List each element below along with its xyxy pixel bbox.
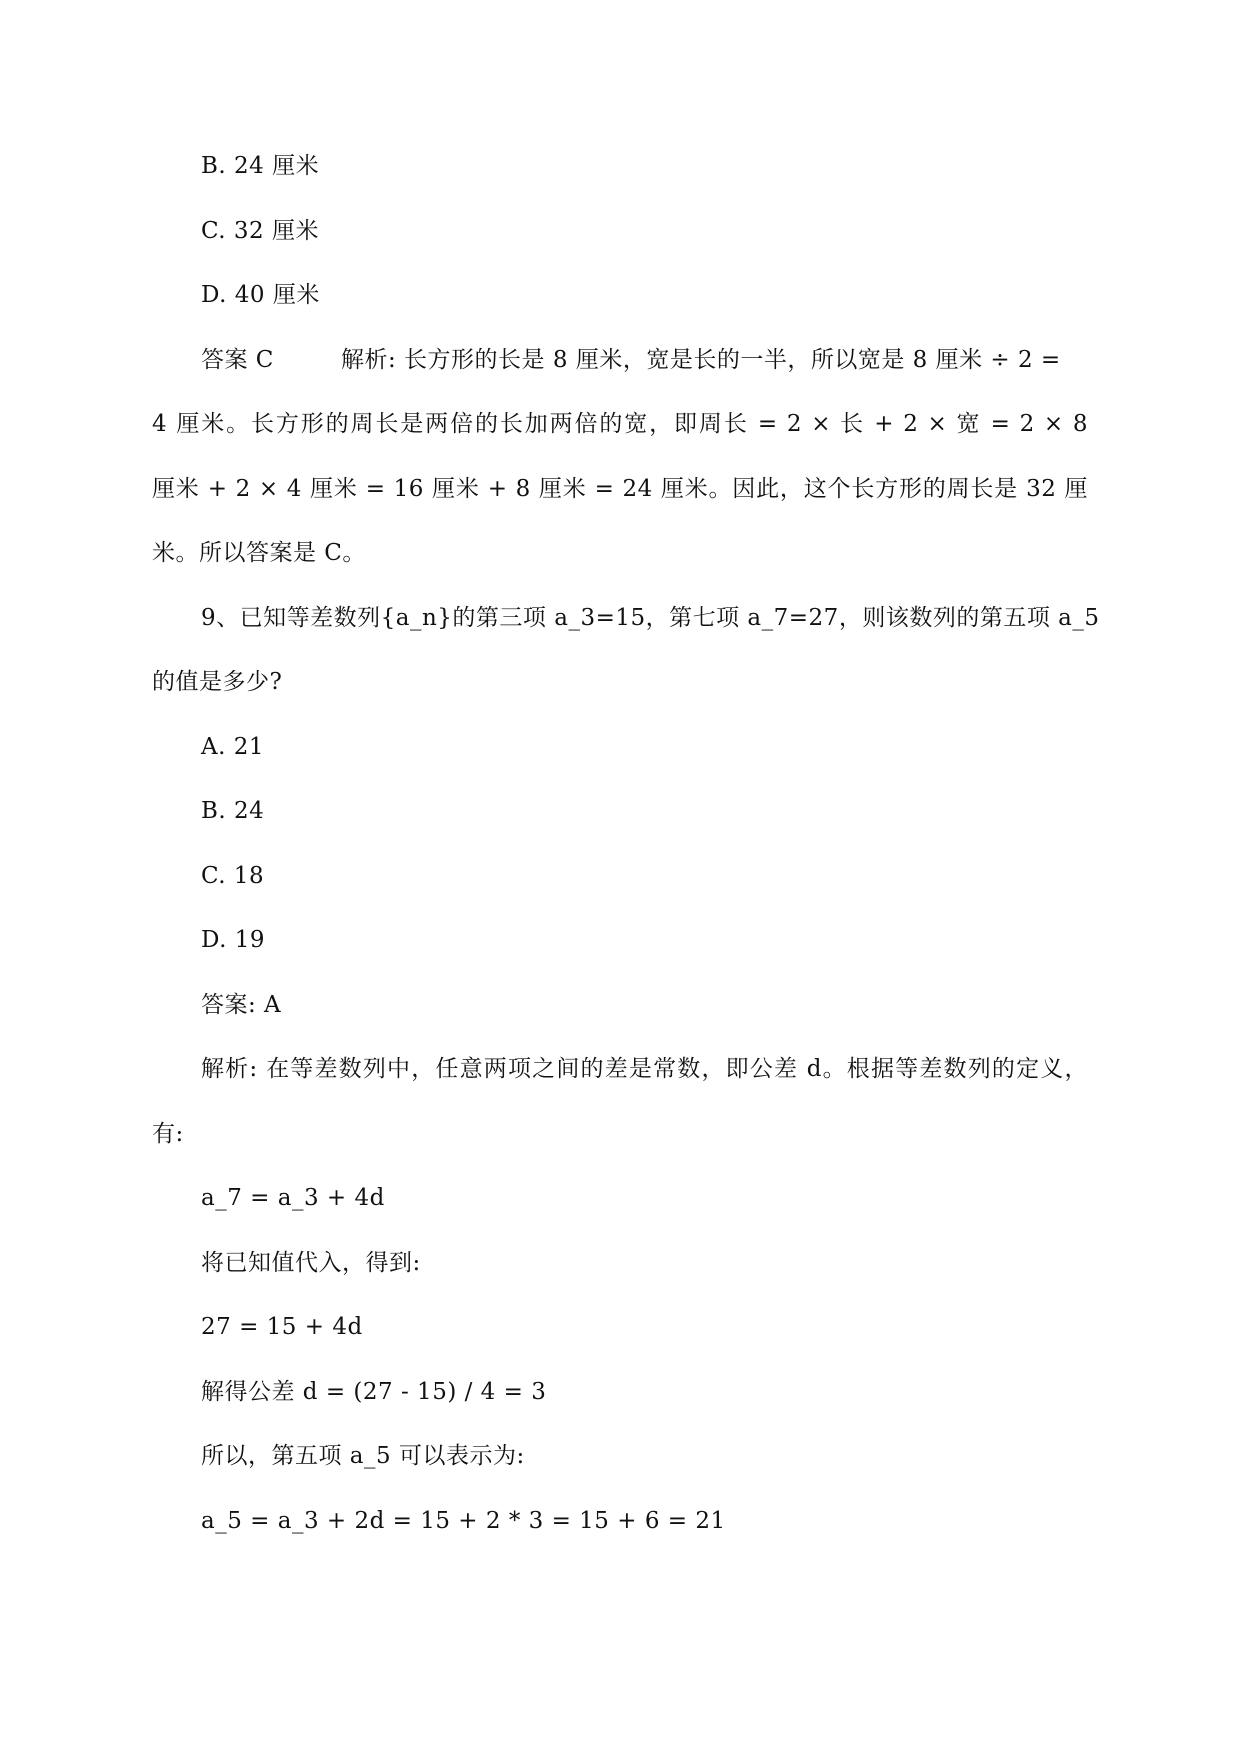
option-b: B. 24 厘米 [201, 153, 320, 179]
q9-step-4: 解得公差 d = (27 - 15) / 4 = 3 [201, 1379, 547, 1405]
q9-option-a: A. 21 [201, 734, 264, 760]
option-d: D. 40 厘米 [201, 282, 320, 308]
q9-step-5: 所以，第五项 a_5 可以表示为: [201, 1443, 525, 1469]
q9-explanation-line-1: 解析: 在等差数列中，任意两项之间的差是常数，即公差 d。根据等差数列的定义， [201, 1056, 1088, 1082]
explanation-line-3: 厘米 + 2 × 4 厘米 = 16 厘米 + 8 厘米 = 24 厘米。因此，这个长方形的周长是 32 厘 [152, 476, 1088, 502]
q9-option-c: C. 18 [201, 863, 265, 889]
explanation-text: 解析: 长方形的长是 8 厘米，宽是长的一半，所以宽是 8 厘米 ÷ 2 = [341, 347, 1061, 373]
answer-label: 答案 C [201, 347, 274, 373]
q9-step-2: 将已知值代入，得到: [201, 1250, 421, 1276]
q9-option-d: D. 19 [201, 927, 266, 953]
explanation-line-4: 米。所以答案是 C。 [152, 540, 366, 566]
explanation-line-2: 4 厘米。长方形的周长是两倍的长加两倍的宽，即周长 = 2 × 长 + 2 × 宽 = 2 × 8 [152, 411, 1088, 437]
q9-explanation-line-2: 有: [152, 1121, 184, 1147]
question-9-stem-line-1: 9、已知等差数列{a_n}的第三项 a_3=15，第七项 a_7=27，则该数列的第五项 a_5 [201, 605, 1100, 631]
option-c: C. 32 厘米 [201, 218, 319, 244]
q9-step-6: a_5 = a_3 + 2d = 15 + 2 * 3 = 15 + 6 = 21 [201, 1508, 726, 1534]
q9-option-b: B. 24 [201, 798, 265, 824]
q9-step-1: a_7 = a_3 + 4d [201, 1185, 385, 1211]
question-9-stem-line-2: 的值是多少? [152, 669, 283, 695]
answer-explanation-line-1 [201, 344, 1061, 376]
q9-step-3: 27 = 15 + 4d [201, 1314, 363, 1340]
q9-answer: 答案: A [201, 992, 282, 1018]
